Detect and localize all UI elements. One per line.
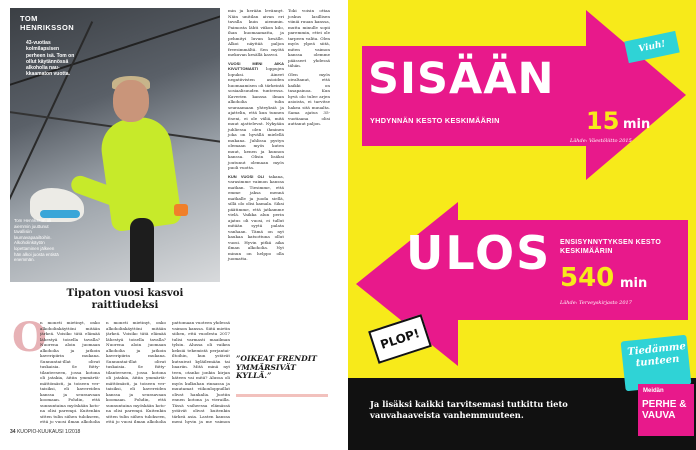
arrow2-value: 540: [560, 263, 615, 293]
page-folio: [10, 429, 80, 435]
body-text: Olen myös oivaltanut, että kaikki on tasapainoa. Kun hyvä olo tulee arjen asioista, ei tarvitse hakea sitä muualta. Sama ajatus 35-vuotiaana olisi auttanut paljon.: [288, 71, 330, 126]
body-text: loppujen lopuksi. Aineet negatiivisten asioiden huomaamisen oli tärkeintä sosiaalisuuden tunteessa. Kaverien kanssa ilman alkoholia tulin seuraamaan yhteyksiä ja ajattelin, että kun tunnen itseni, ei ole väliä, mitä muut ajattelevat. Nykyään juhliessa olen ihminen joka on hyvällä mielellä mukana. Juhlissa pystyn olemaan myös kuten muut, kenen ja kunnon kanssa. Olisin lisäksi joutunut olemaan myös puoli vuotta.: [228, 66, 284, 170]
subheading: VUOSI MENI AIKA KIVUTTOMASTI: [228, 60, 284, 71]
drop-cap: O: [12, 314, 47, 361]
badge-text: Tiedämme tunteen: [626, 340, 687, 370]
body-text: n moneti mietinyt, onko alkoholinkäyttöni mitään järkeä. Voisiko tätä elämää lähestyä toisella tavalla? Nuorena aloin juomaan alkoholia ja jatkoin kaveripiirin mukana. Sunnuntai-illat olivat tuskaisia. Se fiittytilanteeseen, jossa kotona oli jatakia, äitiin ymmärtämättömästi, ja toiseen vertaisiksi, eli kavereiden kanssa ja seuraavaan koomaan. Pohdin, että sunnuntaina myöskään kotona olisi parempi. Kuitenkin sitten tulin siihen tulokseen, että jo vuosi ilman alkoholia: [106, 320, 166, 424]
body-text: min ja herään levännyt. Näin unitilan aivan eri tavalla kuin aiemmin. Paimosta lähti viikon kilo, ihan huomaamatta, ja pehmityi luvun kesälle. Alkoi näyttää paljon freesimmältä. Sen myötä mekuvan kesällä kasvoi.: [228, 8, 284, 57]
arrow2-unit: min: [620, 276, 648, 291]
wristband: [174, 204, 188, 216]
logo-main-text: PERHE & VAUVA: [642, 399, 687, 421]
photo-caption-top: 43-vuotias kolmilapsisen perheen isä. Tom on ollut käytännössä alkoholia naukkaamaton vuotta.: [26, 40, 75, 78]
pull-quote-rule: [236, 394, 328, 397]
pull-quote: ”OIKEAT FRENDIT YMMÄRSIVÄT KYLLÄ.”: [236, 354, 317, 381]
runner-head: [113, 80, 149, 122]
arrow2-subtitle: ENSISYNNYTYKSEN KESTO KESKIMÄÄRIN: [560, 239, 662, 255]
article-column-4: [288, 8, 330, 127]
article-column-2: [172, 320, 230, 424]
photo-name: TOM HENRIKSSON: [20, 14, 75, 32]
body-text: pattomaan vuoteen yhdessä vaimon kanssa. Siitä mietin siihen, että vuodesta 2017 tulisi varmasti maailman tylsin. Alussa oli vaikea keksiä tekemistä perjantai-iltoihin, kun ystävät kutsuivat kyläilemään tai baariin. Mitä minä nyt teen, otanko jonkin kirjan käteen vai mitä? Alussa oli myös kulkuhan rinnassa ja muutamat viikonloppuillat olivat hankalia. Juotiin ennen kotona ja vierailla. Tässä vaiheessa elämässä ystävät olivat kuitenkin tärkeä asia. Lasten kanssa meni hyvin ja me vaimon: [172, 320, 230, 424]
runner-jacket: [98, 114, 183, 233]
article-column-1b: [106, 320, 166, 424]
runner-leg: [130, 218, 154, 282]
arrow1-value: 15: [586, 107, 620, 135]
photo-caption-bottom: Tom Henriksson oli aiemmin juuttunut tavallisiin laumavapaailtoihin. Alkoholinkäytön lopettaminen jälkeen hän alkoi juosta entistä enemmän.: [14, 218, 59, 263]
page-number: 34: [10, 429, 16, 435]
banner-text: Ja lisäksi kaikki tarvitsemasi tutkittu tieto vauvahaaveista vanhemmuuteen.: [370, 399, 568, 420]
article-headline: Tipaton vuosi kasvoi raittiudeksi: [66, 287, 184, 311]
plop-sticker: PLOP!: [368, 314, 432, 364]
body-text: takana, varasimme vaimon kanssa matkan. Tiesimme, että emme jaksa mennä matkalle ja juoda siellä, sillä olo olisi kamala. Siksi päätimme, että jatkamme vielä. Vaikka alun perin ajatus oli vuosi, ei tullut mitään syytä palata vanhaan. Tämä on nyt kaukaa katsottuna ollut vuosi. Hyvin pitkä aika ilman alkoholia. Nyt minun on helppo olla juomatta.: [228, 173, 284, 261]
arrow1-unit: min: [623, 117, 651, 132]
viuh-sticker: Viuh!: [624, 31, 679, 63]
arrow1-subtitle: YHDYNNÄN KESTO KESKIMÄÄRIN: [370, 116, 500, 125]
publication-name: KUOPIO-KUUKAUSI 1/2018: [16, 429, 81, 435]
subheading: KUN VUOSI OLI: [228, 173, 265, 179]
advert-page: [348, 0, 696, 450]
logo-small-text: Meidän: [643, 388, 664, 394]
body-text: Toki voisin ottaa joskus lasillisen viiniä ruuan kanssa, mutta minulle sopii paremmin, ettei ole tarpeen valita. Olen myös ylpeä siitä, miten vaimon kanssa olemme päässeet yhdessä tähän.: [288, 8, 330, 68]
article-column-1: [40, 320, 100, 424]
arrow1-title: SISÄÄN: [368, 54, 555, 104]
shoe-sole: [40, 210, 80, 218]
body-text: n moneti mietinyt, onko alkoholinkäyttöni mitään järkeä. Voisiko tätä elämää lähestyä toisella tavalla? Nuorena aloin juomaan alkoholia ja jatkoin kaveripiirin mukana. Sunnuntai-illat olivat tuskaisia. Se fiittytilanteeseen, jossa kotona oli jatakia, äitiin ymmärtämättömästi, ja toiseen vertaisiksi, eli kavereiden kanssa ja seuraavaan koomaan. Pohdin, että sunnuntaina myöskään kotona olisi parempi. Kuitenkin sitten tulin siihen tulokseen, että jo vuosi ilman alkoholia: [40, 320, 100, 424]
arrow1-source: Lähde: Väestöliitto 2015: [570, 138, 632, 144]
article-column-3: [228, 8, 284, 262]
arrow2-title: ULOS: [406, 226, 552, 280]
arrow2-source: Lähde: Terveyskirjasto 2017: [560, 300, 632, 306]
